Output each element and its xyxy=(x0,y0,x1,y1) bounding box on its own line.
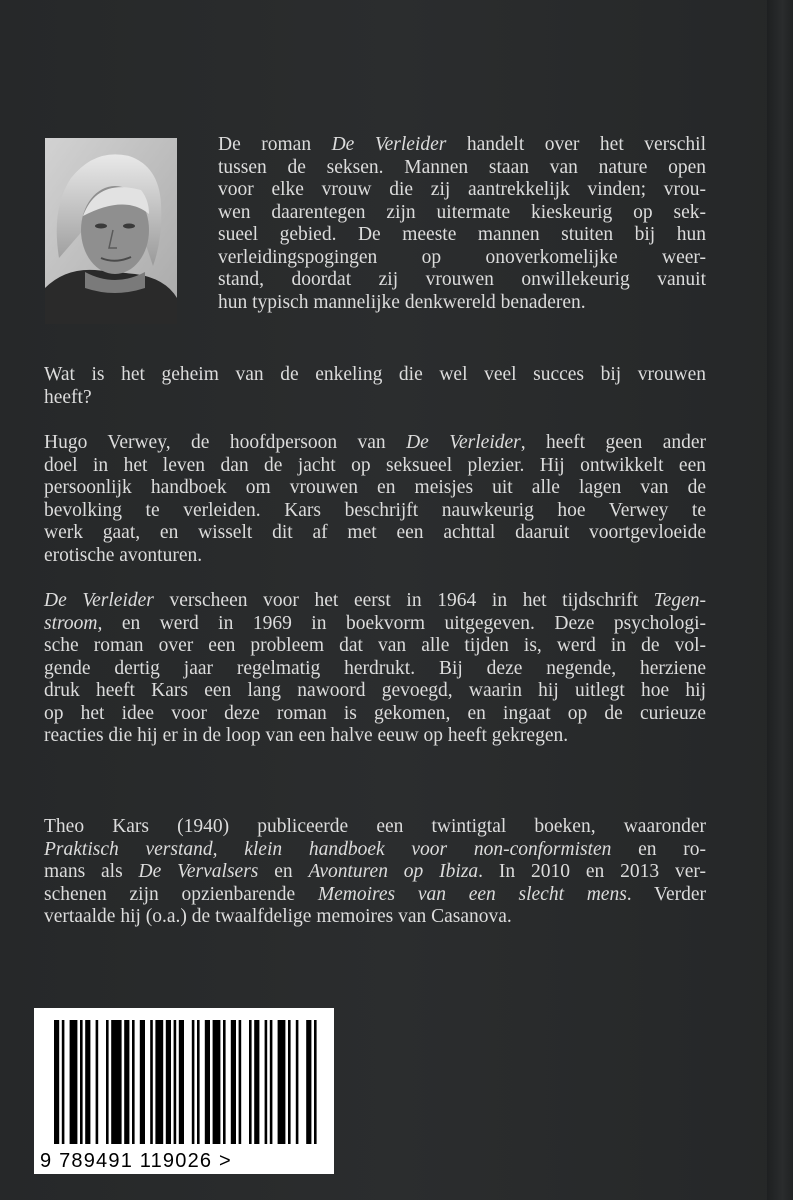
barcode-bar xyxy=(174,1020,177,1144)
text-line: op het idee voor deze roman is gekomen, en ingaat op de curieuze xyxy=(44,702,706,724)
barcode-bar xyxy=(278,1020,286,1144)
book-title-ref: De Verleider xyxy=(331,134,447,155)
text-line: werk gaat, en wisselt dit af met een achttal daaruit voortgevloeide xyxy=(44,522,706,543)
barcode-bar xyxy=(205,1020,210,1144)
book-title-ref: De Vervalsers xyxy=(138,861,259,882)
barcode-bar xyxy=(197,1020,200,1144)
text-run: en ro- xyxy=(611,838,706,860)
barcode-bar xyxy=(296,1020,299,1144)
isbn-number: 9 789491 119026 > xyxy=(40,1150,232,1172)
barcode-bar xyxy=(111,1020,121,1144)
text-run: . Verder xyxy=(626,883,707,905)
text-run: Hugo Verwey, de hoofdpersoon van xyxy=(44,432,407,453)
barcode-bar xyxy=(270,1020,273,1144)
text-run: en werd in 1969 in boekvorm uitgegeven. Deze psychologi- xyxy=(102,612,706,634)
text-line: vertaalde hij (o.a.) de twaalfdelige memoires van Casanova. xyxy=(44,906,512,927)
book-title-ref: Avonturen op Ibiza xyxy=(308,861,479,882)
barcode-bar xyxy=(155,1020,163,1144)
text-run: mans als xyxy=(44,861,139,882)
magazine-title-ref: Tegen- xyxy=(653,590,707,611)
text-line: wen daarentegen zijn uitermate kieskeurig op sek- xyxy=(218,201,706,223)
barcode-bar xyxy=(124,1020,129,1144)
barcode-bar xyxy=(239,1020,242,1144)
barcode-bar xyxy=(179,1020,184,1144)
barcode-bar xyxy=(132,1020,135,1144)
book-title-ref: Memoires van een slecht mens xyxy=(317,883,627,905)
book-title-ref: De Verleider xyxy=(406,432,521,453)
text-line: hun typisch mannelijke denkwereld benaderen. xyxy=(218,291,586,313)
book-title-ref: De Verleider xyxy=(44,590,154,611)
text-line: Wat is het geheim van de enkeling die wel veel succes bij vrouwen xyxy=(44,364,706,385)
barcode-bar xyxy=(85,1020,90,1144)
isbn-barcode xyxy=(34,1008,334,1174)
text-line: sueel gebied. De meeste mannen stuiten bij hun xyxy=(218,224,706,245)
barcode-bar xyxy=(80,1020,83,1144)
barcode-bar xyxy=(306,1020,311,1144)
barcode-bar xyxy=(288,1020,291,1144)
text-line: persoonlijk handboek om vrouwen en meisjes uit alle lagen van de xyxy=(44,477,706,498)
text-line: tussen de seksen. Mannen staan van nature open xyxy=(218,156,706,178)
text-run: De roman xyxy=(218,134,332,155)
barcode-bar xyxy=(192,1020,195,1144)
text-run: en xyxy=(258,861,309,882)
text-line: heeft? xyxy=(44,386,92,408)
barcode-bar xyxy=(140,1020,145,1144)
publication-paragraph xyxy=(44,590,706,748)
text-line: doel in het leven dan de jacht op seksueel plezier. Hij ontwikkelt een xyxy=(44,454,706,476)
barcode-bar xyxy=(231,1020,236,1144)
text-run: verscheen voor het eerst in 1964 in het tijdschrift xyxy=(153,590,654,611)
text-run: . In 2010 en 2013 ver- xyxy=(478,861,706,882)
barcode-bar xyxy=(249,1020,252,1144)
text-line: erotische avonturen. xyxy=(44,544,203,566)
author-photo xyxy=(45,138,177,324)
text-line: verleidingspogingen op onoverkomelijke weer- xyxy=(218,246,706,268)
text-line: Theo Kars (1940) publiceerde een twintigtal boeken, waaronder xyxy=(44,816,706,837)
barcode-bar xyxy=(70,1020,78,1144)
barcode-bar xyxy=(106,1020,109,1144)
text-run: schenen zijn opzienbarende xyxy=(44,883,318,905)
barcode-bar xyxy=(166,1020,171,1144)
text-line: bevolking te verleiden. Kars beschrijft nauwkeurig hoe Verwey te xyxy=(44,499,706,521)
barcode-bar xyxy=(254,1020,259,1144)
text-line: reacties die hij er in de loop van een halve eeuw op heeft gekregen. xyxy=(44,725,569,746)
intro-paragraph xyxy=(218,134,706,314)
text-run: , heeft geen ander xyxy=(520,432,707,453)
question-paragraph xyxy=(44,364,706,409)
barcode-bar xyxy=(54,1020,59,1144)
barcode-bar xyxy=(96,1020,99,1144)
text-run: handelt over het verschil xyxy=(446,134,706,155)
text-line: gende dertig jaar regelmatig herdrukt. Bij deze negende, herziene xyxy=(44,657,706,679)
magazine-title-ref: stroom, xyxy=(44,612,103,634)
plot-paragraph xyxy=(44,432,706,567)
text-line: sche roman over een probleem dat van alle tijden is, werd in de vol- xyxy=(44,635,706,656)
cover-edge xyxy=(767,0,793,1200)
barcode-bar xyxy=(265,1020,268,1144)
author-bio-paragraph xyxy=(44,816,706,929)
barcode-bar xyxy=(213,1020,221,1144)
barcode-bar xyxy=(314,1020,317,1144)
barcode-bar xyxy=(150,1020,153,1144)
book-title-ref: Praktisch verstand, klein handboek voor non-conformisten xyxy=(44,838,612,860)
barcode-bar xyxy=(223,1020,226,1144)
text-line: druk heeft Kars een lang nawoord gevoegd, waarin hij uitlegt hoe hij xyxy=(44,680,706,701)
text-line: voor elke vrouw die zij aantrekkelijk vinden; vrou- xyxy=(218,179,706,200)
text-line: stand, doordat zij vrouwen onwillekeurig vanuit xyxy=(218,269,706,290)
barcode-bar xyxy=(62,1020,65,1144)
